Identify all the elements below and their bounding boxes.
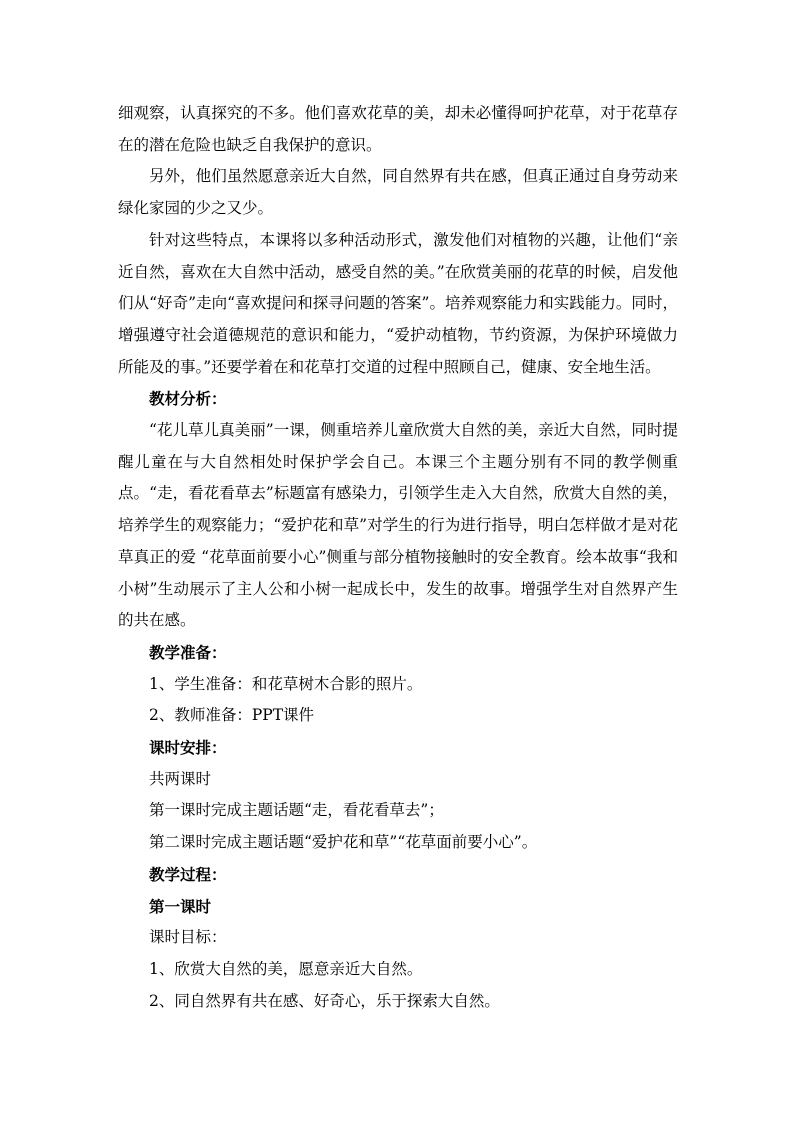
prep-item-teacher: 2、教师准备：PPT课件 [149,706,315,725]
paragraph-observation: 细观察，认真探究的不多。他们喜欢花草的美，却未必懂得呵护花草，对于花草存在的潜在危险也缺乏自我保护的意识。 [118,104,678,154]
heading-schedule: 课时安排： [149,738,227,758]
goals-label: 课时目标： [149,928,227,947]
schedule-total: 共两课时 [149,769,212,788]
heading-textbook-analysis: 教材分析： [149,389,227,409]
document-page [118,98,678,1017]
schedule-lesson-2: 第二课时完成主题话题“爱护花和草”“花草面前要小心”。 [149,833,538,852]
schedule-lesson-1: 第一课时完成主题话题“走，看花看草去”； [149,801,444,820]
paragraph-activities: 针对这些特点，本课将以多种活动形式，激发他们对植物的兴趣，让他们“亲近自然，喜欢在大自然中活动，感受自然的美。”在欣赏美丽的花草的时候，启发他们从“好奇”走向“喜欢提问和探寻问题的答案”。培养观察能力和实践能力。同时，增强遵守社会道德规范的意识和能力，“爱护动植物，节约资源，为保护环境做力所能及的事。”还要学着在和花草打交道的过程中照顾自己，健康、安全地生活。 [118,230,678,376]
heading-teaching-process: 教学过程： [149,864,227,884]
paragraph-textbook-analysis: “花儿草儿真美丽”一课，侧重培养儿童欣赏大自然的美，亲近大自然，同时提醒儿童在与大自然相处时保护学会自己。本课三个主题分别有不同的教学侧重点。“走，看花看草去”标题富有感染力，引领学生走入大自然，欣赏大自然的美，培养学生的观察能力；“爱护花和草”对学生的行为进行指导，明白怎样做才是对花草真正的爱 “花草面前要小心”侧重与部分植物接触时的安全教育。绘本故事“我和小树”生动展示了主人公和小树一起成长中，发生的故事。增强学生对自然界产生的共在感。 [118,421,678,630]
prep-item-student: 1、学生准备：和花草树木合影的照片。 [149,674,423,693]
heading-lesson-1: 第一课时 [149,896,212,916]
paragraph-nature: 另外，他们虽然愿意亲近大自然，同自然界有共在感，但真正通过自身劳动来绿化家园的少之又少。 [118,167,678,218]
heading-teaching-preparation: 教学准备： [149,642,227,662]
goal-item-2: 2、同自然界有共在感、好奇心，乐于探索大自然。 [149,991,500,1010]
goal-item-1: 1、欣赏大自然的美，愿意亲近大自然。 [149,959,423,978]
